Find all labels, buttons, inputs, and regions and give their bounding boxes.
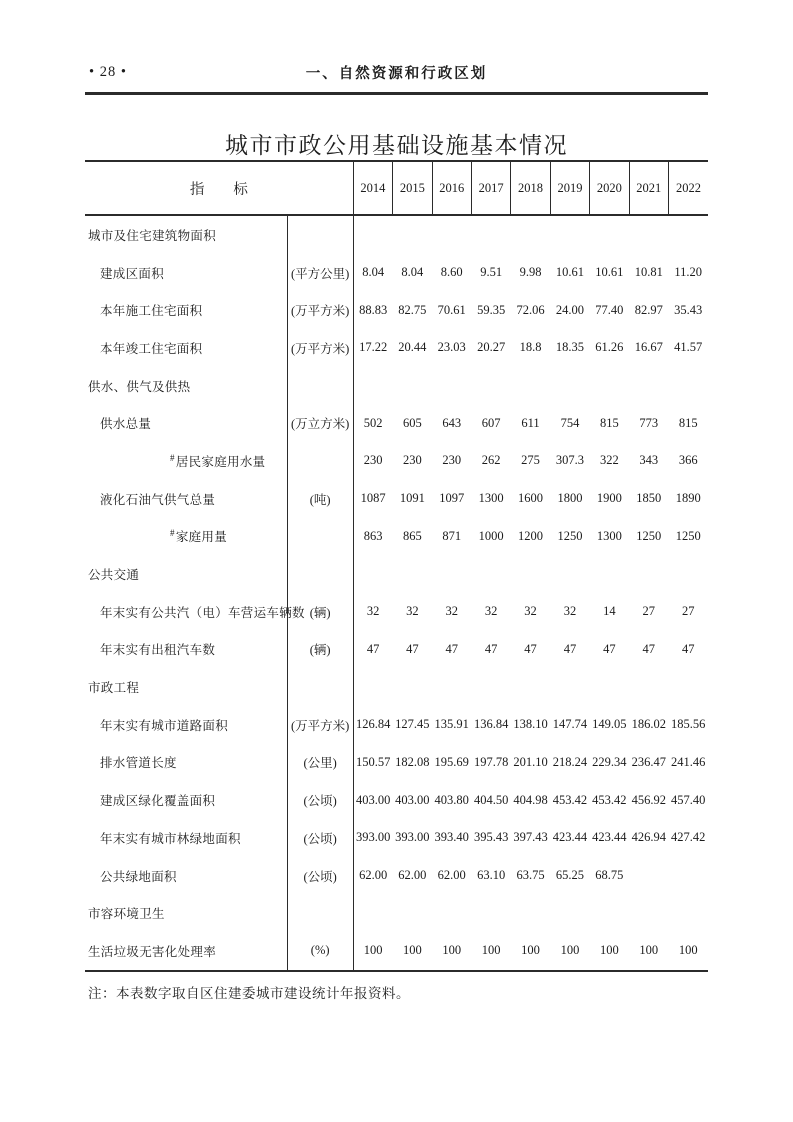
value-cell [629, 668, 668, 706]
indicator-cell: 年末实有公共汽（电）车营运车辆数 [100, 605, 305, 620]
table-row [85, 480, 708, 518]
value-cell [550, 555, 589, 593]
value-cell: 62.00 [398, 868, 427, 883]
value-cell: 404.98 [513, 792, 548, 807]
indicator-cell: 市政工程 [88, 681, 140, 696]
table-header-row [85, 161, 708, 215]
value-cell: 230 [363, 453, 383, 468]
value-cell: 61.26 [595, 340, 624, 355]
indicator-cell: 城市及住宅建筑物面积 [88, 228, 217, 243]
value-cell: 182.08 [395, 754, 430, 769]
value-cell: 127.45 [395, 717, 430, 732]
value-cell [353, 894, 392, 932]
value-cell: 241.46 [671, 754, 706, 769]
year-column-header: 2020 [590, 161, 629, 215]
value-cell [629, 555, 668, 593]
value-cell: 59.35 [477, 302, 506, 317]
value-cell [471, 367, 510, 405]
value-cell: 393.40 [434, 830, 469, 845]
unit-cell [287, 215, 353, 254]
unit-cell [287, 518, 353, 556]
value-cell: 100 [668, 932, 708, 971]
indicator-cell: 建成区面积 [100, 266, 165, 281]
table-row [85, 932, 708, 971]
value-cell [393, 668, 432, 706]
value-cell [629, 215, 668, 254]
value-cell: 403.80 [434, 792, 469, 807]
value-cell [393, 894, 432, 932]
value-cell: 149.05 [592, 717, 627, 732]
value-cell: 229.34 [592, 754, 627, 769]
value-cell: 32 [445, 604, 458, 619]
indicator-cell: #居民家庭用水量 [170, 452, 266, 469]
unit-cell: (万立方米) [287, 404, 353, 442]
table-row [85, 593, 708, 631]
value-cell [668, 668, 708, 706]
value-cell: 343 [639, 453, 659, 468]
unit-cell: (公顷) [287, 857, 353, 895]
indicator-cell: 年末实有城市道路面积 [100, 718, 229, 733]
value-cell: 403.00 [355, 792, 391, 807]
value-cell [393, 215, 432, 254]
value-cell: 275 [521, 453, 540, 468]
value-cell: 403.00 [395, 792, 430, 807]
value-cell: 147.74 [552, 717, 588, 732]
unit-cell: (万平方米) [287, 291, 353, 329]
value-cell: 63.75 [516, 868, 545, 883]
value-cell: 100 [393, 932, 432, 971]
value-cell: 1250 [675, 528, 701, 543]
unit-cell: (吨) [287, 480, 353, 518]
page-number: • 28 • [89, 64, 127, 80]
value-cell: 262 [481, 453, 501, 468]
value-cell: 607 [481, 415, 501, 430]
value-cell: 14 [603, 604, 616, 619]
value-cell: 865 [402, 528, 422, 543]
indicator-cell: 公共绿地面积 [100, 869, 177, 884]
value-cell [393, 367, 432, 405]
value-cell: 68.75 [595, 868, 624, 883]
value-cell: 100 [471, 932, 510, 971]
value-cell [471, 668, 510, 706]
value-cell: 395.43 [473, 830, 509, 845]
value-cell: 404.50 [473, 792, 509, 807]
table-row [85, 404, 708, 442]
value-cell [353, 215, 392, 254]
value-cell: 18.35 [555, 340, 584, 355]
value-cell: 1087 [360, 491, 386, 506]
year-column-header: 2018 [511, 161, 550, 215]
section-row [85, 668, 708, 706]
section-row [85, 555, 708, 593]
value-cell: 236.47 [631, 754, 666, 769]
indicator-cell: 年末实有城市林绿地面积 [100, 831, 241, 846]
value-cell: 9.51 [480, 265, 503, 280]
value-cell: 27 [642, 604, 655, 619]
table-note: 注：本表数字取自区住建委城市建设统计年报资料。 [88, 986, 410, 1001]
value-cell [629, 894, 668, 932]
unit-cell: (辆) [287, 593, 353, 631]
indicator-cell: 本年竣工住宅面积 [100, 341, 203, 356]
value-cell [668, 857, 708, 895]
value-cell: 201.10 [513, 754, 548, 769]
value-cell: 230 [442, 453, 462, 468]
value-cell [471, 215, 510, 254]
value-cell: 47 [484, 641, 498, 656]
value-cell: 41.57 [674, 340, 703, 355]
value-cell: 72.06 [516, 302, 545, 317]
value-cell: 27 [681, 604, 695, 619]
value-cell: 63.10 [477, 868, 506, 883]
value-cell: 18.8 [519, 340, 542, 355]
value-cell: 502 [363, 415, 383, 430]
value-cell: 150.57 [355, 754, 391, 769]
value-cell [590, 894, 629, 932]
value-cell: 218.24 [552, 754, 588, 769]
value-cell: 47 [681, 641, 695, 656]
indicator-cell: 公共交通 [88, 568, 140, 583]
value-cell: 70.61 [437, 302, 466, 317]
value-cell: 47 [524, 641, 537, 656]
indicator-cell: #家庭用量 [170, 528, 228, 545]
value-cell: 136.84 [473, 717, 509, 732]
value-cell: 100 [629, 932, 668, 971]
unit-cell [287, 894, 353, 932]
year-column-header: 2019 [550, 161, 589, 215]
indicator-cell: 生活垃圾无害化处理率 [85, 932, 287, 971]
value-cell: 427.42 [671, 830, 706, 845]
subitem-marker: # [170, 528, 175, 539]
table-row [85, 744, 708, 782]
value-cell: 453.42 [592, 792, 627, 807]
value-cell [432, 555, 471, 593]
value-cell: 1097 [439, 491, 465, 506]
indicator-cell: 本年施工住宅面积 [100, 304, 203, 319]
table-row [85, 518, 708, 556]
indicator-cell: 年末实有出租汽车数 [100, 643, 216, 658]
year-column-header: 2017 [471, 161, 510, 215]
value-cell [550, 215, 589, 254]
section-row [85, 894, 708, 932]
value-cell: 1000 [478, 528, 504, 543]
unit-cell: (公顷) [287, 781, 353, 819]
value-cell: 195.69 [434, 754, 469, 769]
value-cell: 47 [406, 641, 419, 656]
value-cell: 1250 [557, 528, 583, 543]
value-cell: 863 [363, 528, 383, 543]
value-cell: 11.20 [674, 265, 703, 280]
indicator-cell: 市容环境卫生 [88, 907, 165, 922]
year-column-header: 2022 [668, 161, 708, 215]
value-cell: 197.78 [473, 754, 509, 769]
value-cell: 138.10 [513, 717, 548, 732]
value-cell: 456.92 [631, 792, 666, 807]
value-cell: 1300 [596, 528, 622, 543]
unit-cell [287, 442, 353, 480]
table-row [85, 254, 708, 292]
value-cell: 605 [402, 415, 422, 430]
value-cell: 82.75 [398, 302, 427, 317]
unit-cell: (万平方米) [287, 329, 353, 367]
value-cell [432, 215, 471, 254]
value-cell [353, 668, 392, 706]
table-row [85, 291, 708, 329]
value-cell: 8.04 [362, 265, 385, 280]
value-cell: 426.94 [631, 830, 666, 845]
value-cell: 397.43 [513, 830, 548, 845]
value-cell [550, 668, 589, 706]
value-cell: 88.83 [359, 302, 388, 317]
value-cell: 230 [402, 453, 422, 468]
value-cell: 1200 [518, 528, 544, 543]
value-cell [590, 367, 629, 405]
value-cell [550, 367, 589, 405]
table-row [85, 819, 708, 857]
unit-cell: (%) [287, 932, 353, 971]
unit-cell: (万平方米) [287, 706, 353, 744]
chapter-header: 一、自然资源和行政区划 [305, 66, 488, 82]
header-rule [85, 92, 708, 95]
value-cell [668, 367, 708, 405]
year-column-header: 2016 [432, 161, 471, 215]
unit-cell [287, 668, 353, 706]
value-cell: 135.91 [434, 717, 469, 732]
value-cell [471, 555, 510, 593]
value-cell: 322 [599, 453, 619, 468]
value-cell: 82.97 [634, 302, 663, 317]
value-cell: 754 [560, 415, 580, 430]
value-cell [590, 215, 629, 254]
value-cell: 457.40 [671, 792, 706, 807]
subitem-marker: # [170, 452, 175, 463]
table-row [85, 781, 708, 819]
value-cell: 20.44 [398, 340, 427, 355]
value-cell: 1250 [636, 528, 662, 543]
value-cell [353, 367, 392, 405]
value-cell: 10.61 [555, 265, 584, 280]
value-cell: 423.44 [592, 830, 627, 845]
value-cell [668, 215, 708, 254]
indicator-cell: 供水总量 [100, 417, 152, 432]
value-cell: 100 [511, 932, 550, 971]
value-cell: 366 [678, 453, 698, 468]
value-cell: 643 [442, 415, 462, 430]
statistics-table [85, 160, 708, 972]
value-cell [511, 668, 550, 706]
indicator-cell: 供水、供气及供热 [88, 379, 191, 394]
value-cell: 77.40 [595, 302, 624, 317]
value-cell: 65.25 [555, 868, 584, 883]
value-cell: 8.60 [440, 265, 463, 280]
value-cell: 1091 [399, 491, 425, 506]
year-column-header: 2021 [629, 161, 668, 215]
year-column-header: 2014 [353, 161, 392, 215]
value-cell: 32 [563, 604, 577, 619]
value-cell: 35.43 [674, 302, 703, 317]
value-cell: 1800 [557, 491, 583, 506]
value-cell [511, 894, 550, 932]
indicator-cell: 建成区绿化覆盖面积 [100, 794, 216, 809]
value-cell: 1850 [636, 491, 662, 506]
unit-cell: (平方公里) [287, 254, 353, 292]
table-row [85, 442, 708, 480]
value-cell: 47 [366, 641, 380, 656]
value-cell [590, 555, 629, 593]
indicator-cell: 液化石油气供气总量 [100, 492, 216, 507]
value-cell: 100 [590, 932, 629, 971]
value-cell: 62.00 [359, 868, 388, 883]
value-cell: 32 [366, 604, 380, 619]
value-cell: 47 [445, 641, 458, 656]
table-title: 城市市政公用基础设施基本情况 [225, 133, 568, 158]
unit-cell [287, 367, 353, 405]
value-cell [432, 668, 471, 706]
value-cell: 1890 [675, 491, 701, 506]
value-cell: 100 [550, 932, 589, 971]
value-cell: 8.04 [401, 265, 424, 280]
table-row [85, 631, 708, 669]
table-row [85, 329, 708, 367]
value-cell: 773 [639, 415, 659, 430]
unit-cell: (公里) [287, 744, 353, 782]
value-cell: 871 [442, 528, 462, 543]
value-cell: 1600 [518, 491, 544, 506]
value-cell: 16.67 [634, 340, 663, 355]
value-cell: 23.03 [437, 340, 466, 355]
value-cell [432, 894, 471, 932]
value-cell: 1900 [596, 491, 622, 506]
value-cell [668, 555, 708, 593]
value-cell [629, 367, 668, 405]
table-row [85, 706, 708, 744]
value-cell: 9.98 [519, 265, 542, 280]
page-header [85, 62, 708, 86]
value-cell: 100 [432, 932, 471, 971]
value-cell: 47 [642, 641, 655, 656]
unit-cell [287, 555, 353, 593]
indicator-cell: 排水管道长度 [100, 756, 177, 771]
table-row [85, 857, 708, 895]
unit-cell: (辆) [287, 631, 353, 669]
value-cell [511, 555, 550, 593]
value-cell [393, 555, 432, 593]
value-cell: 17.22 [359, 340, 388, 355]
value-cell: 47 [563, 641, 577, 656]
value-cell: 100 [353, 932, 392, 971]
value-cell [432, 367, 471, 405]
value-cell [550, 894, 589, 932]
value-cell: 20.27 [477, 340, 506, 355]
value-cell: 32 [406, 604, 419, 619]
value-cell [471, 894, 510, 932]
unit-cell: (公顷) [287, 819, 353, 857]
value-cell: 10.81 [634, 265, 663, 280]
value-cell: 815 [599, 415, 619, 430]
value-cell: 32 [524, 604, 537, 619]
value-cell: 611 [521, 415, 540, 430]
value-cell [629, 857, 668, 895]
value-cell [511, 215, 550, 254]
value-cell [353, 555, 392, 593]
value-cell: 185.56 [671, 717, 706, 732]
value-cell [590, 668, 629, 706]
value-cell: 393.00 [395, 830, 430, 845]
value-cell: 423.44 [552, 830, 588, 845]
value-cell [668, 894, 708, 932]
section-row [85, 367, 708, 405]
year-column-header: 2015 [393, 161, 432, 215]
value-cell: 24.00 [555, 302, 584, 317]
value-cell: 32 [484, 604, 498, 619]
value-cell [511, 367, 550, 405]
value-cell: 453.42 [552, 792, 588, 807]
value-cell: 186.02 [631, 717, 666, 732]
section-row [85, 215, 708, 254]
value-cell: 47 [603, 641, 616, 656]
value-cell: 62.00 [437, 868, 466, 883]
value-cell: 815 [678, 415, 698, 430]
value-cell: 10.61 [595, 265, 624, 280]
value-cell: 307.3 [555, 453, 584, 468]
indicator-column-header: 指 标 [85, 161, 353, 215]
value-cell: 126.84 [355, 717, 391, 732]
value-cell: 393.00 [355, 830, 391, 845]
value-cell: 1300 [478, 491, 504, 506]
